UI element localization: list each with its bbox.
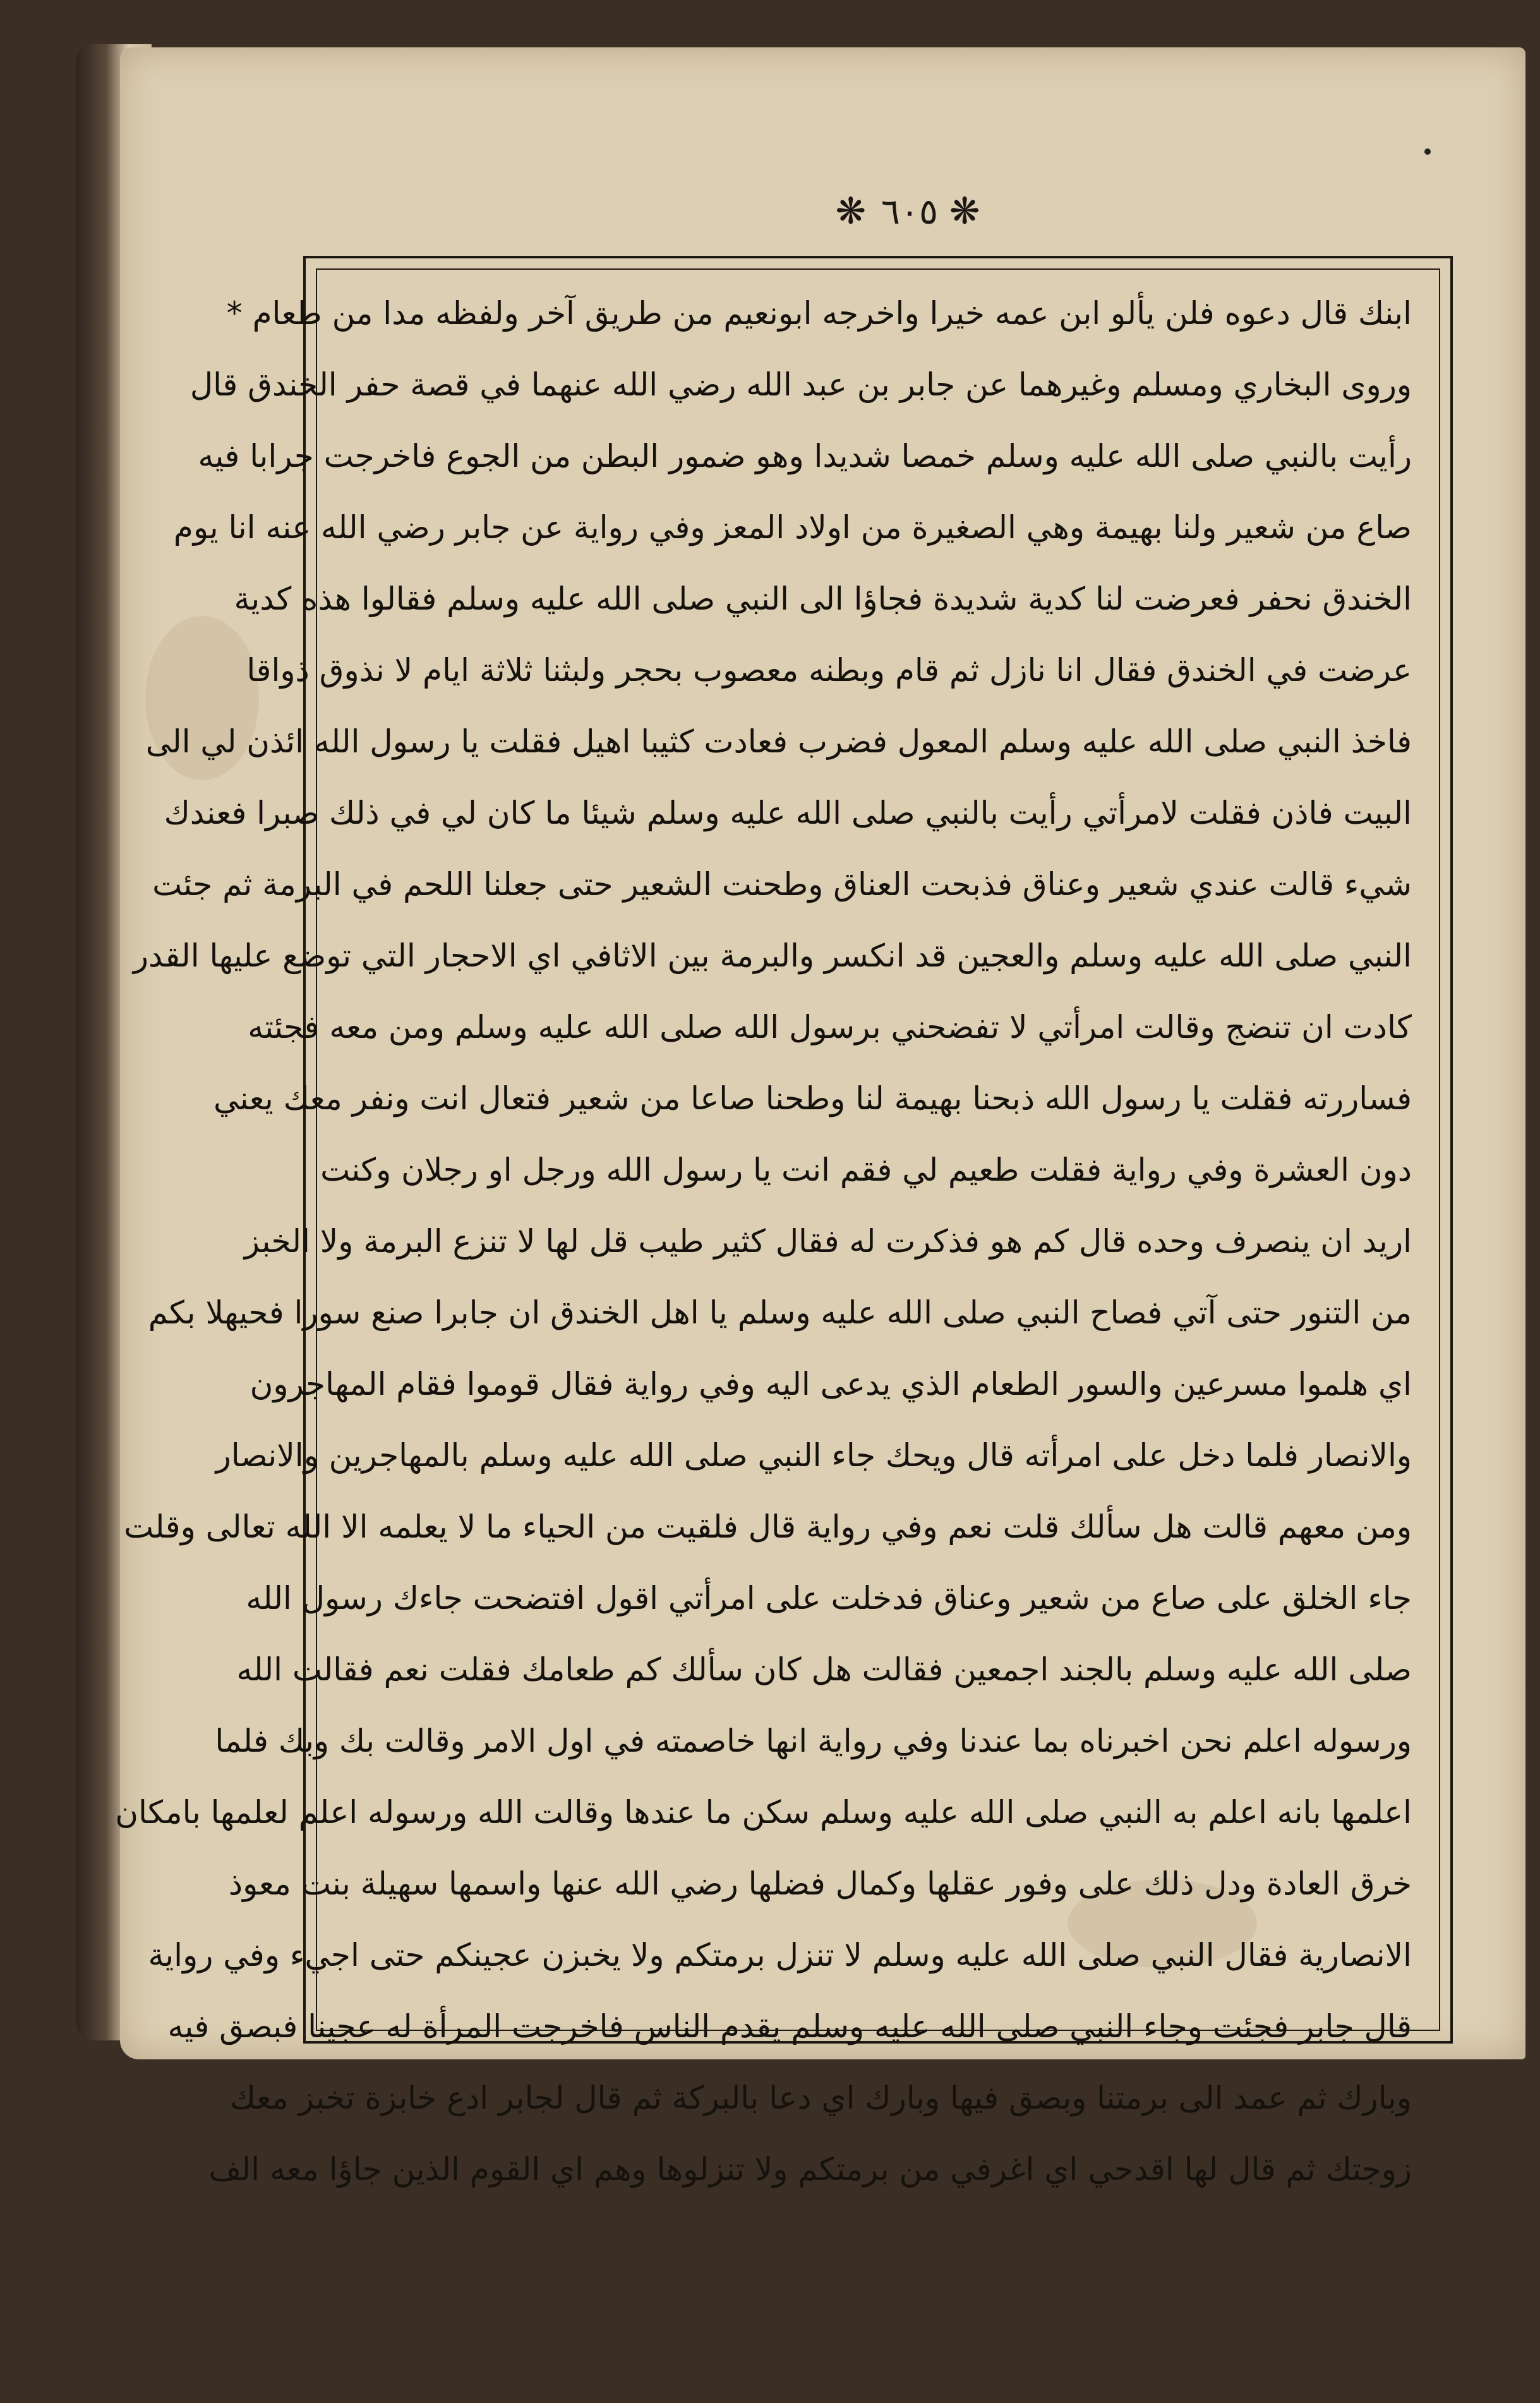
text-line: عرضت في الخندق فقال انا نازل ثم قام وبطنه معصوب بحجر ولبثنا ثلاثة ايام لا نذوق ذواقا (246, 652, 1412, 689)
page-number: ٦٠٥ (881, 191, 939, 232)
text-line: فاخذ النبي صلى الله عليه وسلم المعول فضرب فعادت كثيبا اهيل فقلت يا رسول الله ائذن لي الى (145, 723, 1412, 760)
text-line: دون العشرة وفي رواية فقلت طعيم لي فقم انت يا رسول الله ورجل او رجلان وكنت (320, 1152, 1412, 1188)
text-line: اريد ان ينصرف وحده قال كم هو فذكرت له فقال كثير طيب قل لها لا تنزع البرمة ولا الخبز (244, 1223, 1412, 1260)
text-line: اي هلموا مسرعين والسور الطعام الذي يدعى اليه وفي رواية فقال قوموا فقام المهاجرون (250, 1366, 1412, 1402)
text-line: ابنك قال دعوه فلن يألو ابن عمه خيرا واخرجه ابونعيم من طريق آخر ولفظه مدا من طعام * (226, 295, 1412, 332)
text-line: الانصارية فقال النبي صلى الله عليه وسلم لا تنزل برمتكم ولا يخبزن عجينكم حتى اجيء وفي رواية (148, 1937, 1412, 1973)
text-line: والانصار فلما دخل على امرأته قال ويحك جاء النبي صلى الله عليه وسلم بالمهاجرين والانصار (215, 1437, 1412, 1474)
text-line: صاع من شعير ولنا بهيمة وهي الصغيرة من اولاد المعز وفي رواية عن جابر رضي الله عنه انا يوم (173, 509, 1412, 546)
text-line: شيء قالت عندي شعير وعناق فذبحت العناق وطحنت الشعير حتى جعلنا اللحم في البرمة ثم جئت (152, 866, 1412, 903)
text-line: ورسوله اعلم نحن اخبرناه بما عندنا وفي رواية انها خاصمته في اول الامر وقالت بك وبك فلما (215, 1723, 1412, 1759)
text-line: النبي صلى الله عليه وسلم والعجين قد انكسر والبرمة بين الاثافي اي الاحجار التي توضع عليها القدر (133, 937, 1412, 974)
text-line: فساررته فقلت يا رسول الله ذبحنا بهيمة لنا وطحنا صاعا من شعير فتعال انت ونفر معك يعني (213, 1080, 1412, 1117)
text-line: صلى الله عليه وسلم بالجند اجمعين فقالت هل كان سألك كم طعامك فقلت نعم فقالت الله (236, 1651, 1412, 1688)
text-line: زوجتك ثم قال لها اقدحي اي اغرفي من برمتكم ولا تنزلوها وهم اي القوم الذين جاؤا معه الف (208, 2151, 1412, 2188)
ink-dot (1424, 148, 1431, 155)
ornament-left-icon: ❋ (835, 190, 870, 232)
text-line: وروى البخاري ومسلم وغيرهما عن جابر بن عبد الله رضي الله عنهما في قصة حفر الخندق قال (189, 366, 1412, 403)
ornament-right-icon: ❋ (949, 190, 984, 232)
text-line: الخندق نحفر فعرضت لنا كدية شديدة فجاؤا الى النبي صلى الله عليه وسلم فقالوا هذه كدية (234, 581, 1412, 617)
text-line: ومن معهم قالت هل سألك قلت نعم وفي رواية قال فلقيت من الحياء ما لا يعلمه الا الله تعالى وقلت (124, 1509, 1412, 1545)
page-header (815, 190, 1004, 232)
text-line: جاء الخلق على صاع من شعير وعناق فدخلت على امرأتي اقول افتضحت جاءك رسول الله (246, 1580, 1412, 1617)
text-line: وبارك ثم عمد الى برمتنا وبصق فيها وبارك اي دعا بالبركة ثم قال لجابر ادع خابزة تخبز معك (229, 2080, 1412, 2116)
text-line: اعلمها بانه اعلم به النبي صلى الله عليه وسلم سكن ما عندها وقالت الله ورسوله اعلم لعلمها بامكان (115, 1794, 1412, 1831)
text-line: كادت ان تنضج وقالت امرأتي لا تفضحني برسول الله صلى الله عليه وسلم ومن معه فجئته (248, 1009, 1412, 1045)
text-line: قال جابر فجئت وجاء النبي صلى الله عليه وسلم يقدم الناس فاخرجت المرأة له عجينا فبصق فيه (167, 2008, 1412, 2045)
text-line: من التنور حتى آتي فصاح النبي صلى الله عليه وسلم يا اهل الخندق ان جابرا صنع سورا فحيهلا بكم (148, 1294, 1412, 1331)
text-line: رأيت بالنبي صلى الله عليه وسلم خمصا شديدا وهو ضمور البطن من الجوع فاخرجت جرابا فيه (198, 438, 1412, 474)
body-text (115, 278, 1412, 2188)
text-line: خرق العادة ودل ذلك على وفور عقلها وكمال فضلها رضي الله عنها واسمها سهيلة بنت معوذ (228, 1865, 1412, 1902)
text-line: البيت فاذن فقلت لامرأتي رأيت بالنبي صلى الله عليه وسلم شيئا ما كان لي في ذلك صبرا فعندك (164, 795, 1412, 831)
